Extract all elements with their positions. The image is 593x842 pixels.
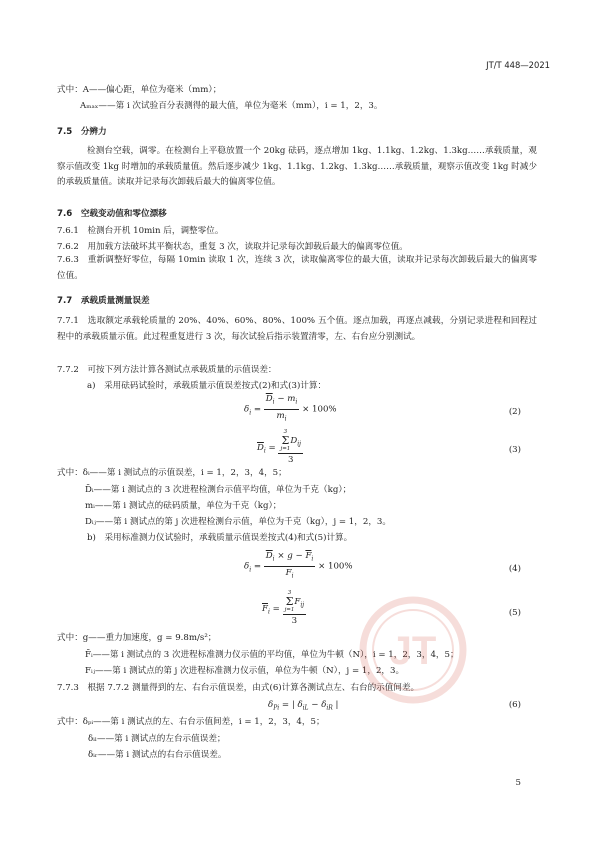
equation-number: (3) bbox=[508, 445, 521, 455]
legend-line: 式中：g——重力加速度，g = 9.8m/s²； bbox=[57, 633, 217, 643]
list-item-b: b) 采用标准测力仪试验时，承载质量示值误差按式(4)和式(5)计算。 bbox=[87, 533, 353, 543]
legend-line: mᵢ——第 i 测试点的砝码质量，单位为千克（kg）； bbox=[85, 501, 282, 511]
equation-number: (4) bbox=[508, 564, 521, 574]
paragraph: 7.6.1 检测台开机 10min 后，调整零位。 bbox=[57, 226, 224, 236]
legend-line: δᵢₗ——第 i 测试点的左台示值误差； bbox=[88, 734, 226, 744]
equation-5: $\overline{F}_i$ = 3 Σ j=1 $F_{ij}$ 3 bbox=[262, 590, 305, 626]
legend-line: 式中：δₚᵢ——第 i 测试点的左、右台示值间差，i = 1，2，3，4，5； bbox=[57, 717, 325, 727]
legend-line: Aₘₐₓ——第 i 次试验百分表测得的最大值，单位为毫米（mm），i = 1，2，3。 bbox=[80, 101, 383, 111]
paragraph: 7.7.1 选取额定承载轮质量的 20%、40%、60%、80%、100% 五个值。逐点加载，再逐点减载，分别记录进程和回程过程中的承载质量示值。此过程重复进行 3 次，每次试验后指示装置清零，左、右台应分别测试。 bbox=[57, 316, 537, 342]
legend-line: 式中：A——偏心距，单位为毫米（mm）； bbox=[57, 85, 222, 95]
paragraph: 7.7.3 根据 7.7.2 测量得到的左、右台示值误差，由式(6)计算各测试点左、右台的示值间差。 bbox=[57, 683, 420, 693]
list-item-a: a) 采用砝码试验时，承载质量示值误差按式(2)和式(3)计算： bbox=[87, 381, 327, 391]
equation-number: (2) bbox=[508, 407, 521, 417]
legend-line: δᵢᵣ——第 i 测试点的右台示值误差。 bbox=[88, 750, 227, 760]
section-title: 7.7 承载质量测量误差 bbox=[57, 296, 150, 306]
equation-6: $\delta_{Pi}$ = | $\delta_{iL} - \delta_{iR}$ | bbox=[268, 700, 339, 712]
watermark-text: JT bbox=[389, 629, 437, 673]
paragraph: 7.6.2 用加载方法破坏其平衡状态，重复 3 次，读取并记录每次卸载后最大的偏离零位值。 bbox=[57, 242, 408, 252]
equation-number: (6) bbox=[508, 700, 521, 710]
equation-2: $\delta_i$ = $\frac{\overline{D}_i - m_i}{m_i}$ × 100% bbox=[244, 394, 337, 423]
legend-line: Fᵢⱼ——第 i 测试点的第 j 次进程标准测力仪示值，单位为牛顿（N），j = 1，2，3。 bbox=[85, 666, 405, 676]
legend-line: 式中：δᵢ——第 i 测试点的示值误差，i = 1，2，3，4，5； bbox=[57, 468, 287, 478]
legend-line: F̄ᵢ——第 i 测试点的 3 次进程标准测力仪示值的平均值，单位为牛顿（N），i = 1，2，3，4，5； bbox=[85, 650, 459, 660]
paragraph: 7.7.2 可按下列方法计算各测试点承载质量的示值误差： bbox=[57, 365, 277, 375]
legend-line: Dᵢⱼ——第 i 测试点的第 j 次进程检测台示值，单位为千克（kg），j = 1，2，3。 bbox=[85, 517, 391, 527]
paragraph: 7.6.3 重新调整好零位，每隔 10min 读取 1 次，连续 3 次，读取偏离零位的最大值，读取并记录每次卸载后最大的偏离零位值。 bbox=[57, 255, 537, 281]
section-title: 7.5 分辨力 bbox=[57, 127, 107, 137]
equation-number: (5) bbox=[508, 608, 521, 618]
page-number: 5 bbox=[515, 778, 521, 788]
document-code: JT/T 448—2021 bbox=[486, 60, 550, 70]
section-title: 7.6 空载变动值和零位漂移 bbox=[57, 209, 167, 219]
equation-3: $\overline{D}_i$ = 3 Σ j=1 $D_{ij}$ 3 bbox=[257, 429, 301, 465]
paragraph: 检测台空载，调零。在检测台上平稳放置一个 20kg 砝码，逐点增加 1kg、1.1kg、1.2kg、1.3kg……承载质量，观察示值改变 1kg 时增加的承载质量值。然后逐步减少 1kg、1.1kg、1.2kg、1.3kg……承载质量，观察示值改变 1kg 时减少的承载质量值。读取并记录每次卸载后最大的偏离零位值。 bbox=[57, 146, 537, 187]
legend-line: D̄ᵢ——第 i 测试点的 3 次进程检测台示值平均值，单位为千克（kg）； bbox=[85, 485, 352, 495]
jt-watermark-seal bbox=[357, 594, 469, 706]
equation-4: $\delta_i$ = $\frac{\overline{D}_i \times g - \overline{F}_i}{F_i}$ × 100% bbox=[244, 551, 353, 580]
